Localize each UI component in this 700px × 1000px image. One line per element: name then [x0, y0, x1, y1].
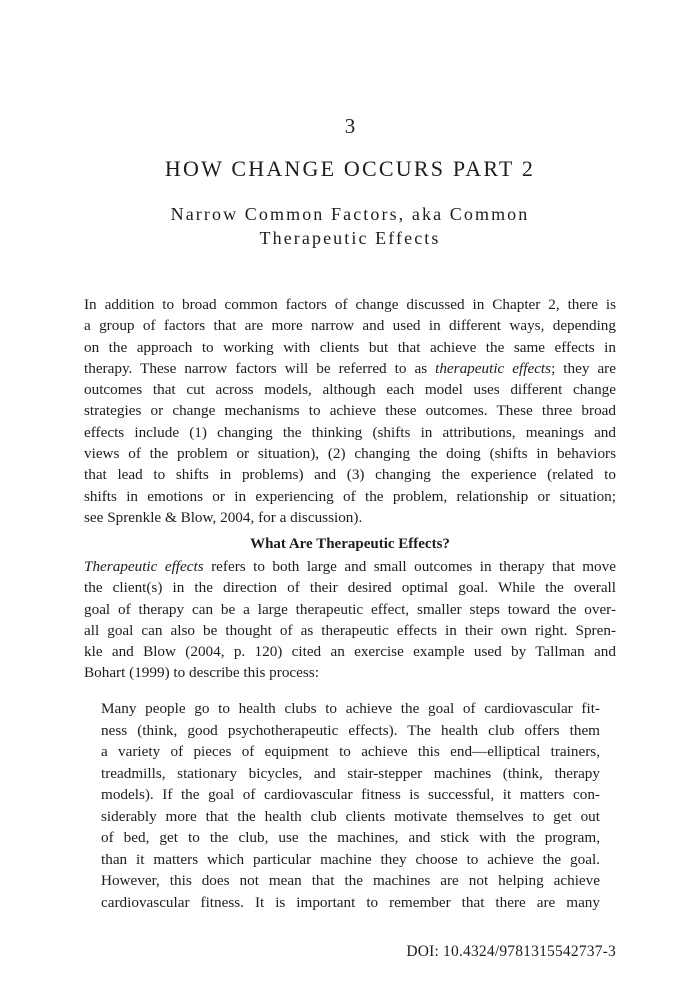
chapter-subtitle-line: Therapeutic Effects: [259, 228, 441, 248]
chapter-subtitle-line: Narrow Common Factors, aka Common: [170, 204, 530, 224]
quote-line: of bed, get to the club, use the machines, and stick with the program,: [101, 829, 600, 846]
chapter-number: 3: [344, 114, 356, 138]
paragraph-line: Bohart (1999) to describe this process:: [84, 664, 319, 682]
paragraph-line: goal of therapy can be a large therapeutic effect, smaller steps toward the over-: [84, 600, 616, 618]
section-heading: What Are Therapeutic Effects?: [250, 536, 450, 552]
paragraph-line: see Sprenkle & Blow, 2004, for a discussion).: [84, 508, 363, 526]
quote-line: siderably more that the health club clients motivate themselves to get out: [101, 807, 600, 825]
paragraph-line: that lead to shifts in problems) and (3) changing the experience (related to: [84, 466, 616, 484]
paragraph-line: on the approach to working with clients but that achieve the same effects in: [84, 338, 616, 356]
chapter-subtitle: [120, 202, 580, 250]
paragraph-line: [84, 556, 616, 577]
quote-line: ness (think, good psychotherapeutic effects). The health club offers them: [101, 721, 600, 739]
chapter-title: HOW CHANGE OCCURS PART 2: [164, 156, 536, 181]
italic-term: therapeutic effects: [435, 359, 552, 377]
quote-line: cardiovascular fitness. It is important to remember that there are many: [101, 893, 600, 911]
paragraph-line: strategies or change mechanisms to achieve these outcomes. These three broad: [84, 402, 616, 420]
quote-line: However, this does not mean that the machines are not helping achieve: [101, 872, 600, 889]
paragraph-line: all goal can also be thought of as therapeutic effects in their own right. Spren-: [84, 621, 616, 639]
quote-line: a variety of pieces of equipment to achieve this end—elliptical trainers,: [101, 743, 600, 760]
paragraph-line: kle and Blow (2004, p. 120) cited an exercise example used by Tallman and: [84, 643, 616, 661]
paragraph-text: ; they are: [551, 359, 616, 377]
paragraph-line: views of the problem or situation), (2) changing the doing (shifts in behaviors: [84, 445, 616, 463]
quote-line: Many people go to health clubs to achieve the goal of cardiovascular fit-: [101, 700, 600, 717]
paragraph-line: effects include (1) changing the thinking (shifts in attributions, meanings and: [84, 423, 616, 441]
paragraph-line: In addition to broad common factors of change discussed in Chapter 2, there is: [84, 296, 616, 313]
doi-footer: DOI: 10.4324/9781315542737-3: [406, 943, 616, 960]
paragraph-text: therapy. These narrow factors will be referred to as: [84, 359, 436, 377]
paragraph-line: the client(s) in the direction of their desired optimal goal. While the overall: [84, 579, 616, 597]
italic-term: Therapeutic effects: [84, 558, 204, 575]
definition-paragraph: [84, 556, 616, 684]
quote-line: than it matters which particular machine they choose to achieve the goal.: [101, 850, 600, 868]
paragraph-line: shifts in emotions or in experiencing of the problem, relationship or situation;: [84, 487, 616, 505]
paragraph-line: a group of factors that are more narrow and used in different ways, depending: [84, 317, 616, 335]
quote-line: treadmills, stationary bicycles, and stair-stepper machines (think, therapy: [101, 764, 600, 782]
paragraph-line: [84, 358, 616, 379]
paragraph-text: refers to both large and small outcomes in therapy that move: [203, 558, 616, 575]
paragraph-line: outcomes that cut across models, although each model uses different change: [84, 381, 616, 399]
intro-paragraph: [84, 294, 616, 528]
block-quote: [101, 698, 600, 913]
quote-line: models). If the goal of cardiovascular fitness is successful, it matters con-: [101, 786, 600, 803]
